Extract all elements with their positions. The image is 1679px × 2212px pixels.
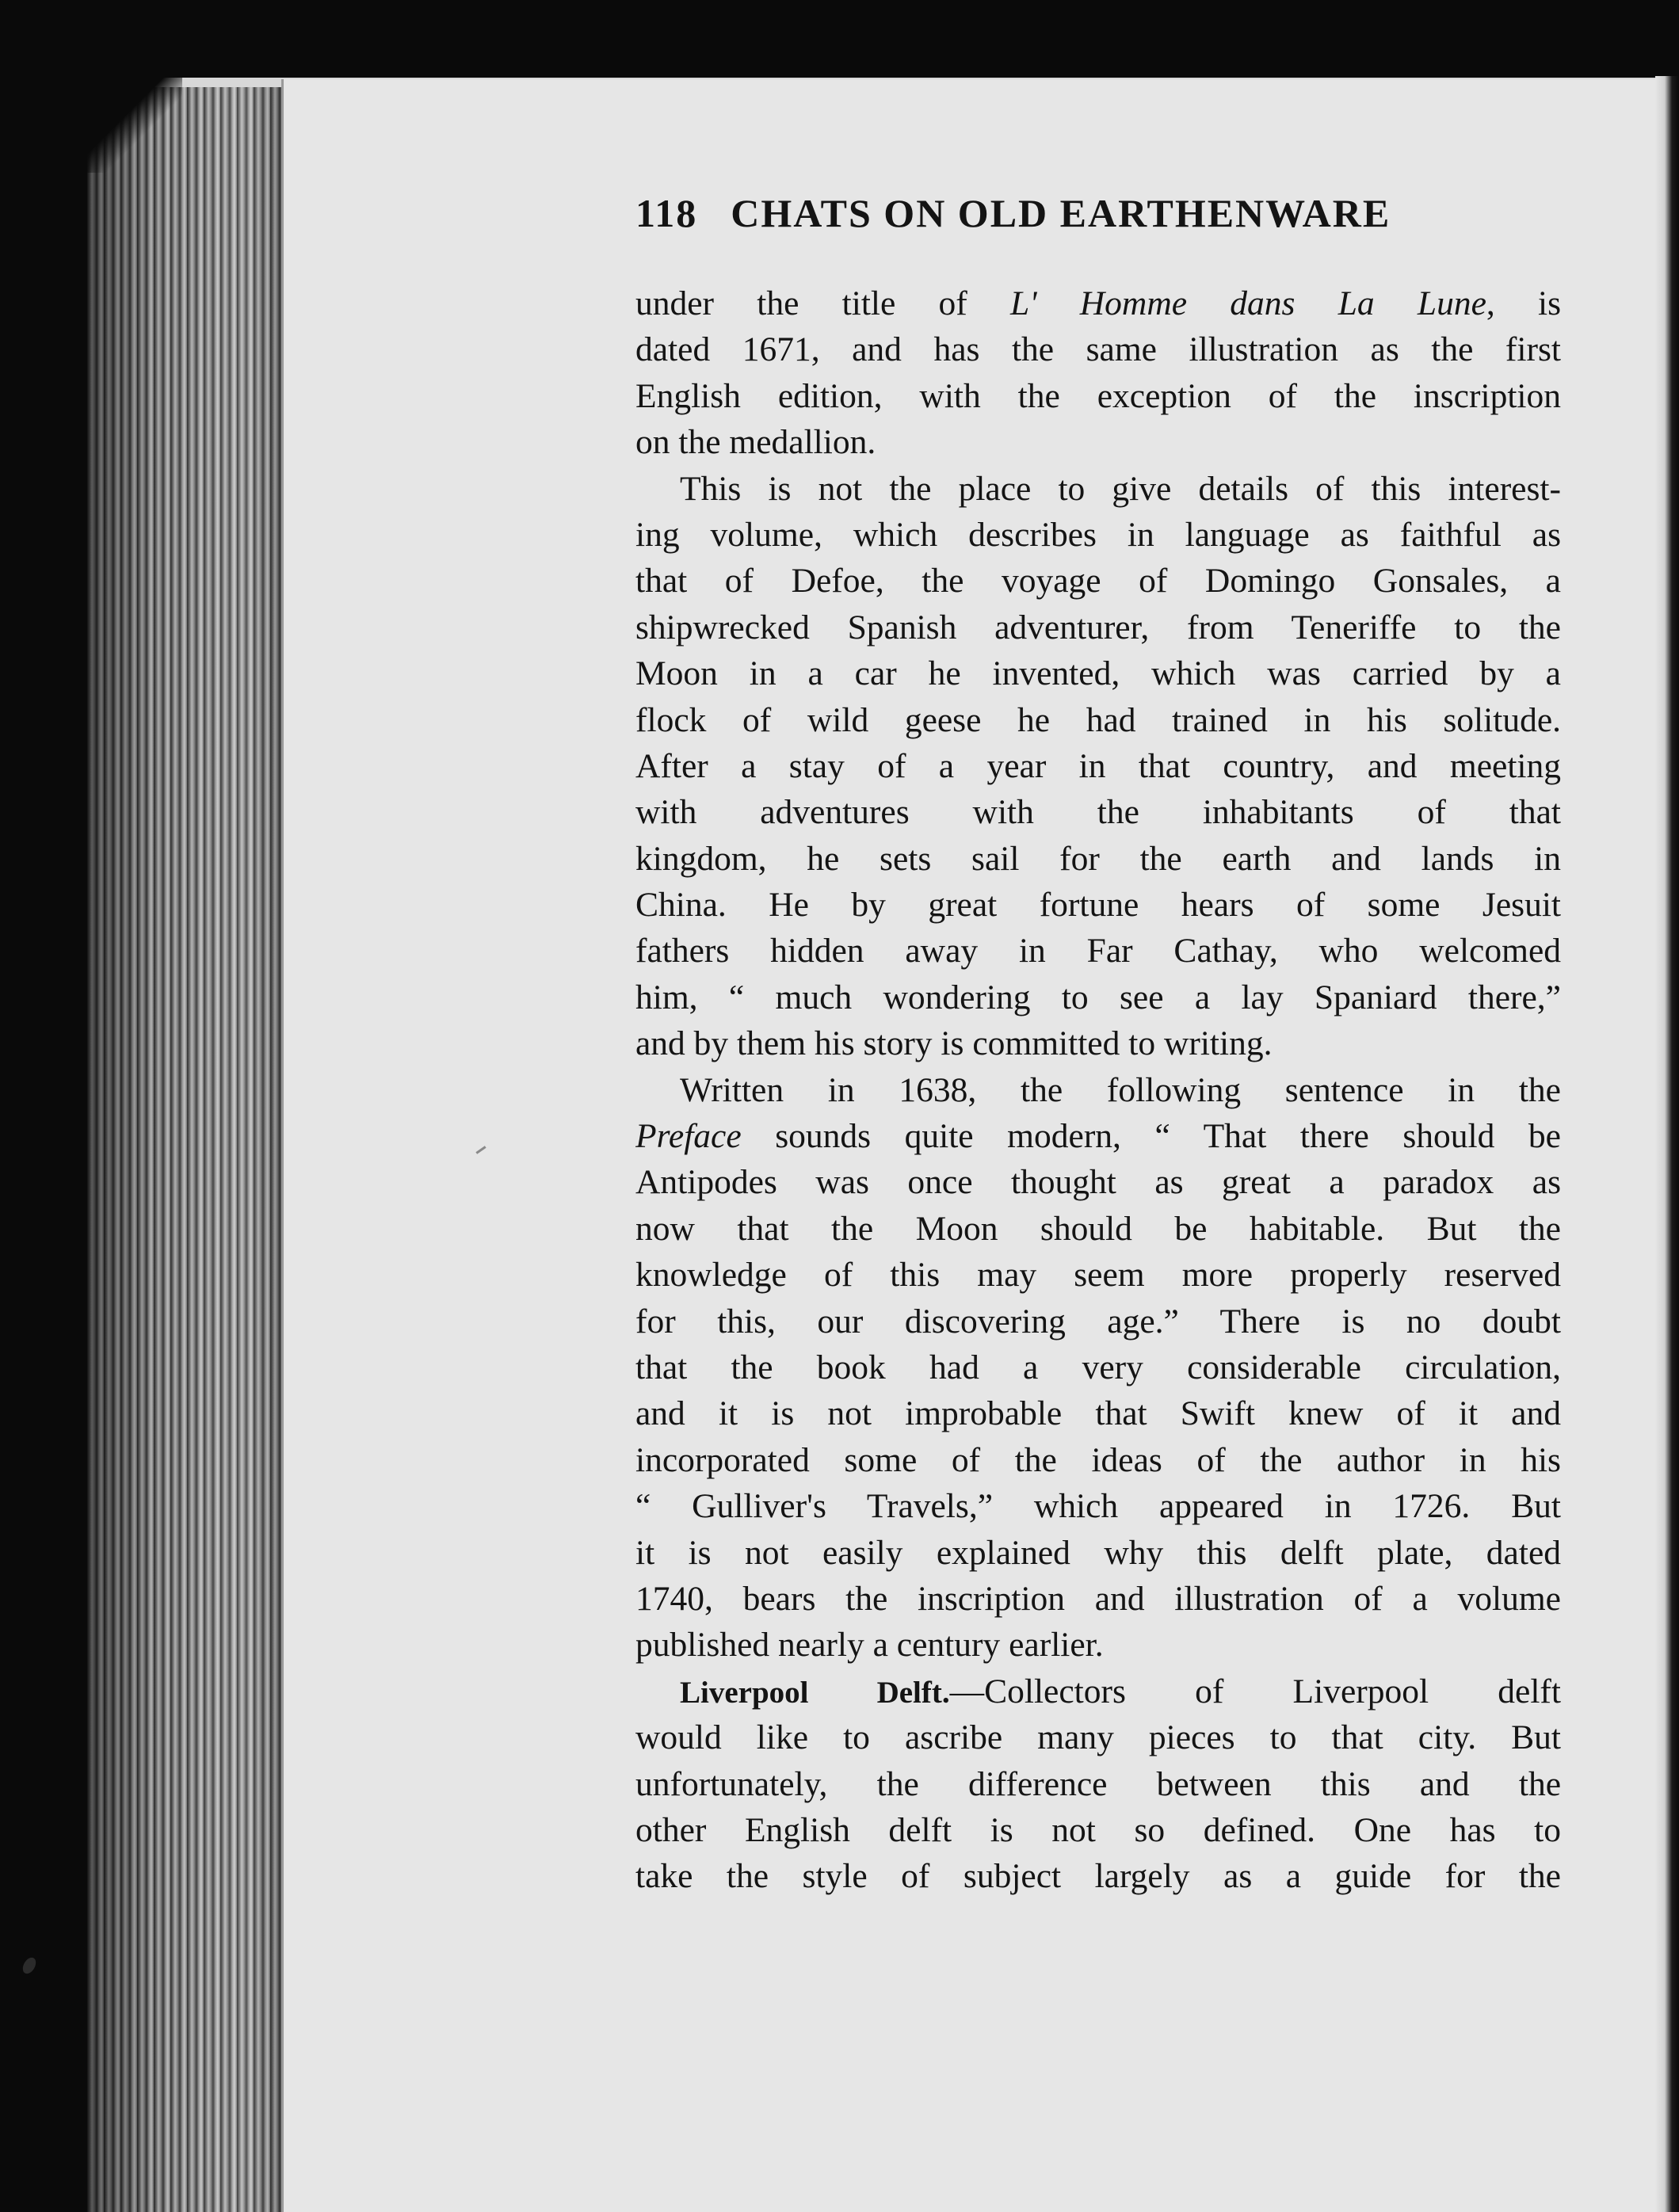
- line-text: Written in 1638, the following sentence in the: [680, 1070, 1561, 1109]
- section-heading: Liverpool Delft.: [680, 1675, 950, 1710]
- page-edges-shading: [87, 87, 285, 2212]
- line-text: knowledge of this may seem more properly reserved: [635, 1256, 1561, 1295]
- text-line: [635, 373, 1561, 419]
- text-line: [635, 974, 1561, 1020]
- text-line: [635, 1530, 1561, 1576]
- line-text: English edition, with the exception of the inscription: [635, 376, 1561, 415]
- right-page-edge: [1655, 76, 1679, 2212]
- text-line: [635, 836, 1561, 882]
- text-line: [635, 1853, 1561, 1899]
- text-line: [635, 1622, 1561, 1668]
- text-line: [635, 697, 1561, 743]
- text-line: [635, 650, 1561, 696]
- line-text: on the medallion.: [635, 423, 876, 462]
- text-line: [635, 1113, 1561, 1159]
- text-line: [635, 1807, 1561, 1853]
- line-text: for this, our discovering age.” There is no doubt: [635, 1302, 1561, 1341]
- line-text: flock of wild geese he had trained in his solitude.: [635, 700, 1561, 739]
- line-text: him, “ much wondering to see a lay Spaniard there,”: [635, 978, 1561, 1016]
- page-number: 118: [635, 191, 698, 235]
- line-text: fathers hidden away in Far Cathay, who welcomed: [635, 932, 1561, 971]
- line-text: take the style of subject largely as a guide for the: [635, 1857, 1561, 1896]
- line-text: and it is not improbable that Swift knew of it and: [635, 1394, 1561, 1433]
- text-line: [635, 928, 1561, 974]
- line-text: incorporated some of the ideas of the author in his: [635, 1440, 1561, 1479]
- text-line: [635, 1299, 1561, 1344]
- line-text: published nearly a century earlier.: [635, 1626, 1104, 1665]
- line-text: it is not easily explained why this delft plate, dated: [635, 1533, 1561, 1572]
- line-text: China. He by great fortune hears of some Jesuit: [635, 886, 1561, 925]
- text-line: [635, 604, 1561, 650]
- text-line: [635, 1714, 1561, 1760]
- corner-shadow: [87, 78, 182, 173]
- line-text: , is: [1486, 284, 1561, 322]
- text-line: [635, 326, 1561, 372]
- line-text: and by them his story is committed to writing.: [635, 1024, 1273, 1063]
- body-text: [635, 280, 1561, 1900]
- line-text: other English delft is not so defined. One has to: [635, 1810, 1561, 1849]
- text-line: [635, 1159, 1561, 1205]
- text-line: [635, 1252, 1561, 1298]
- text-line: [635, 1483, 1561, 1529]
- line-text: with adventures with the inhabitants of that: [635, 793, 1561, 832]
- text-line: [635, 558, 1561, 604]
- text-line: [635, 882, 1561, 928]
- text-line: [635, 1437, 1561, 1483]
- line-text: would like to ascribe many pieces to that city. But: [635, 1718, 1561, 1757]
- line-text: This is not the place to give details of this interest-: [680, 469, 1561, 508]
- text-line: [635, 512, 1561, 558]
- book-title: CHATS ON OLD EARTHENWARE: [731, 191, 1391, 235]
- line-text: shipwrecked Spanish adventurer, from Teneriffe to the: [635, 608, 1561, 646]
- line-text: Moon in a car he invented, which was carried by a: [635, 654, 1561, 693]
- text-line: [635, 1390, 1561, 1436]
- text-line: [635, 1020, 1561, 1066]
- text-line: [635, 743, 1561, 789]
- line-text: —Collectors of Liverpool delft: [949, 1672, 1561, 1710]
- line-text: Antipodes was once thought as great a paradox as: [635, 1163, 1561, 1202]
- line-text: now that the Moon should be habitable. But the: [635, 1209, 1561, 1248]
- italic-title: L' Homme dans La Lune: [1010, 284, 1486, 322]
- text-line: [635, 1067, 1561, 1113]
- text-line: [635, 466, 1561, 512]
- text-line: [635, 419, 1561, 465]
- line-text: that the book had a very considerable circulation,: [635, 1348, 1561, 1386]
- line-text: dated 1671, and has the same illustration as the first: [635, 330, 1561, 369]
- italic-title: Preface: [635, 1117, 742, 1156]
- line-text: ing volume, which describes in language as faithful as: [635, 515, 1561, 554]
- line-text: under the title of: [635, 284, 1011, 322]
- text-line: [635, 280, 1561, 326]
- running-header: [635, 190, 1555, 236]
- line-text: 1740, bears the inscription and illustration of a volume: [635, 1579, 1561, 1618]
- line-text: sounds quite modern, “ That there should be: [741, 1117, 1561, 1156]
- line-text: that of Defoe, the voyage of Domingo Gonsales, a: [635, 562, 1561, 601]
- ink-smudge: [20, 1955, 38, 1976]
- text-line: [635, 1576, 1561, 1622]
- text-line: [635, 1344, 1561, 1390]
- text-line: [635, 1669, 1561, 1714]
- text-line: [635, 789, 1561, 835]
- line-text: “ Gulliver's Travels,” which appeared in 1726. But: [635, 1487, 1561, 1526]
- text-line: [635, 1761, 1561, 1807]
- line-text: kingdom, he sets sail for the earth and lands in: [635, 839, 1561, 878]
- line-text: unfortunately, the difference between this and the: [635, 1764, 1561, 1803]
- text-line: [635, 1206, 1561, 1252]
- line-text: After a stay of a year in that country, and meeting: [635, 746, 1561, 785]
